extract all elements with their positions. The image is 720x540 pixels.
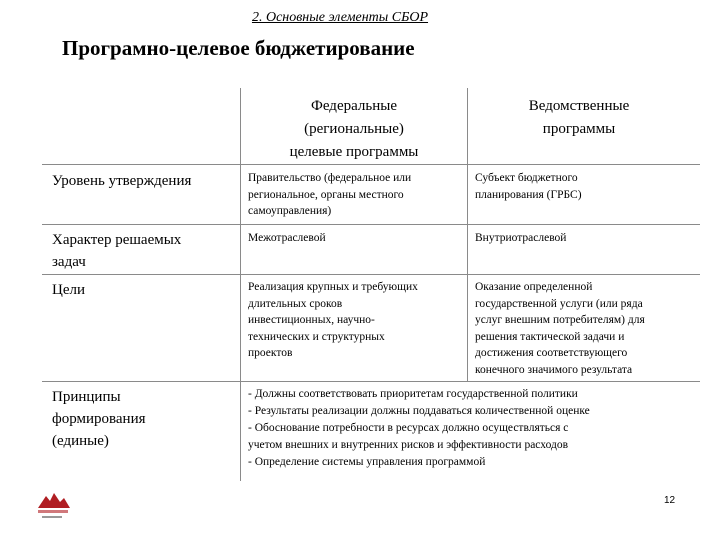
row-divider bbox=[42, 224, 700, 225]
cell-line: Оказание определенной bbox=[475, 281, 593, 293]
column-header-federal bbox=[242, 95, 466, 164]
principle-item: - Должны соответствовать приоритетам государственной политики bbox=[248, 388, 578, 400]
cell-line: конечного значимого результата bbox=[475, 363, 633, 376]
cell-line: региональное, органы местного bbox=[248, 188, 404, 201]
cell-task-federal bbox=[248, 230, 464, 247]
principle-item: учетом внешних и внутренних рисков и эффективности расходов bbox=[248, 439, 569, 451]
label-line: задач bbox=[52, 254, 86, 270]
cell-line: самоуправления) bbox=[248, 205, 332, 217]
cell-line: технических и структурных bbox=[248, 330, 385, 343]
principle-item: - Результаты реализации должны поддаваться количественной оценке bbox=[248, 405, 590, 417]
row-divider bbox=[42, 381, 700, 382]
row-label-approval-level bbox=[52, 170, 232, 192]
cell-line: государственной услуги (или ряда bbox=[475, 297, 643, 310]
label-line: формирования bbox=[52, 411, 146, 427]
cell-goals-departmental bbox=[475, 279, 700, 378]
row-label-task-nature bbox=[52, 229, 232, 273]
cell-approval-federal bbox=[248, 170, 464, 220]
cell-line: проектов bbox=[248, 347, 293, 359]
page-number: 12 bbox=[664, 495, 676, 506]
cell-line: услуг внешним потребителям) для bbox=[475, 314, 645, 326]
column-divider bbox=[467, 88, 468, 381]
cell-approval-departmental bbox=[475, 170, 695, 203]
cell-line: инвестиционных, научно- bbox=[248, 314, 375, 326]
row-label-principles bbox=[52, 386, 232, 452]
label-line: Характер решаемых bbox=[52, 232, 182, 248]
cell-line: длительных сроков bbox=[248, 297, 343, 310]
cell-line: достижения соответствующего bbox=[475, 347, 628, 359]
column-divider bbox=[240, 88, 241, 481]
cell-line: планирования (ГРБС) bbox=[475, 188, 582, 201]
principles-list bbox=[248, 386, 698, 471]
ministry-logo-icon bbox=[34, 488, 74, 522]
label-line: (единые) bbox=[52, 433, 109, 449]
header-line: Ведомственные bbox=[528, 98, 630, 114]
page-title: Програмно-целевое бюджетирование bbox=[62, 36, 415, 60]
cell-line: решения тактической задачи и bbox=[475, 330, 625, 343]
cell-goals-federal bbox=[248, 279, 464, 362]
cell-line: Субъект бюджетного bbox=[475, 172, 578, 184]
label-line: Уровень утверждения bbox=[52, 173, 192, 189]
section-subtitle: 2. Основные элементы СБОР bbox=[251, 10, 429, 25]
column-header-departmental bbox=[469, 95, 689, 141]
cell-line: Внутриотраслевой bbox=[475, 232, 567, 244]
cell-line: Межотраслевой bbox=[248, 232, 326, 244]
row-label-goals bbox=[52, 279, 232, 301]
row-divider bbox=[42, 164, 700, 165]
header-line: программы bbox=[542, 121, 616, 137]
header-line: (региональные) bbox=[304, 121, 404, 137]
principle-item: - Определение системы управления программой bbox=[248, 456, 486, 468]
label-line: Цели bbox=[52, 282, 86, 298]
cell-task-departmental bbox=[475, 230, 695, 247]
header-line: Федеральные bbox=[311, 98, 397, 114]
cell-line: Правительство (федеральное или bbox=[248, 172, 412, 184]
principle-item: - Обоснование потребности в ресурсах должно осуществляться с bbox=[248, 422, 569, 434]
row-divider bbox=[42, 274, 700, 275]
cell-line: Реализация крупных и требующих bbox=[248, 281, 418, 293]
header-line: целевые программы bbox=[289, 144, 419, 160]
label-line: Принципы bbox=[52, 389, 121, 405]
